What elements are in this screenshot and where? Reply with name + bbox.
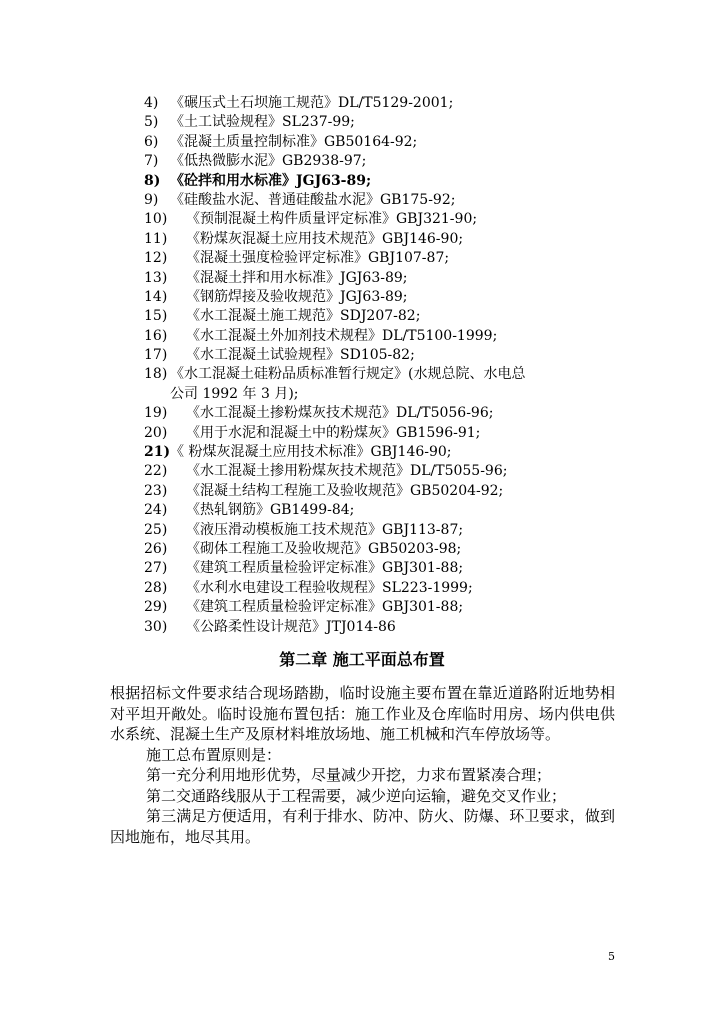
reference-text: 《建筑工程质量检验评定标准》GBJ301-88; xyxy=(186,599,464,616)
reference-item xyxy=(144,346,684,365)
reference-list xyxy=(144,94,684,637)
reference-item xyxy=(144,598,684,617)
reference-number: 10) xyxy=(144,211,168,228)
reference-number: 13) xyxy=(144,269,168,286)
paragraph: 第二交通路线服从于工程需要，减少逆向运输，避免交叉作业； xyxy=(146,786,567,805)
reference-text: 《建筑工程质量检验评定标准》GBJ301-88; xyxy=(186,560,464,577)
page-number: 5 xyxy=(608,950,615,963)
reference-number: 26) xyxy=(144,540,168,557)
reference-text: 《水利水电建设工程验收规程》SL223-1999; xyxy=(186,579,473,596)
reference-item xyxy=(144,443,684,462)
reference-item xyxy=(144,365,684,404)
reference-text: 《低热微膨水泥》GB2938-97; xyxy=(170,153,367,170)
reference-item xyxy=(144,133,684,152)
reference-number: 23) xyxy=(144,482,168,499)
reference-text: 《混凝土拌和用水标准》JGJ63-89; xyxy=(186,269,408,286)
reference-number: 7) xyxy=(144,153,159,170)
reference-item xyxy=(144,327,684,346)
reference-number: 14) xyxy=(144,288,168,305)
reference-text: 《水工混凝土掺用粉煤灰技术规范》DL/T5055-96; xyxy=(186,463,508,480)
reference-text: 《砌体工程施工及验收规范》GB50203-98; xyxy=(186,540,462,557)
reference-text: 《砼拌和用水标准》JGJ63-89; xyxy=(170,172,372,189)
reference-number: 19) xyxy=(144,405,168,422)
paragraph: 第一充分利用地形优势，尽量减少开挖，力求布置紧凑合理； xyxy=(146,766,552,784)
reference-item xyxy=(144,462,684,481)
reference-continuation: 公司 1992 年 3 月); xyxy=(170,385,299,402)
reference-number: 22) xyxy=(144,463,168,480)
reference-text: 《液压滑动模板施工技术规范》GBJ113-87; xyxy=(186,521,464,538)
reference-text: 《钢筋焊接及验收规范》JGJ63-89; xyxy=(186,288,408,305)
reference-item xyxy=(144,210,684,229)
paragraph: 根据招标文件要求结合现场踏勘，临时设施主要布置在靠近道路附近地势相对平坦开敞处。临时设施布置包括：施工作业及仓库临时用房、场内供电供水系统、混凝土生产及原材料堆放场地、施工机械和汽车停放场等。 xyxy=(110,684,615,743)
reference-item xyxy=(144,152,684,171)
reference-text: 《硅酸盐水泥、普通硅酸盐水泥》GB175-92; xyxy=(170,191,456,208)
reference-item xyxy=(144,579,684,598)
reference-number: 4) xyxy=(144,95,159,111)
reference-item xyxy=(144,501,684,520)
reference-text: 《水工混凝土外加剂技术规程》DL/T5100-1999; xyxy=(186,327,498,344)
reference-number: 28) xyxy=(144,579,168,596)
reference-number: 9) xyxy=(144,191,159,208)
reference-item xyxy=(144,269,684,288)
reference-item xyxy=(144,404,684,423)
reference-item xyxy=(144,113,684,132)
reference-number: 21) xyxy=(144,444,171,461)
reference-text: 《水工混凝土硅粉品质标准暂行规定》(水规总院、水电总 xyxy=(170,366,526,383)
reference-text: 《水工混凝土试验规程》SD105-82; xyxy=(186,347,415,364)
reference-item xyxy=(144,94,684,113)
reference-number: 16) xyxy=(144,327,168,344)
reference-text: 《水工混凝土施工规范》SDJ207-82; xyxy=(186,308,421,325)
reference-number: 11) xyxy=(144,230,168,247)
reference-number: 12) xyxy=(144,250,168,267)
reference-text: 《热轧钢筋》GB1499-84; xyxy=(186,502,355,519)
reference-item xyxy=(144,307,684,326)
reference-number: 5) xyxy=(144,114,159,131)
reference-text: 《 粉煤灰混凝土应用技术标准》GBJ146-90; xyxy=(170,444,452,461)
reference-text: 《用于水泥和混凝土中的粉煤灰》GB1596-91; xyxy=(186,424,481,441)
body-text xyxy=(110,683,615,847)
reference-number: 30) xyxy=(144,618,168,635)
paragraph: 施工总布置原则是： xyxy=(146,745,282,764)
reference-item xyxy=(144,521,684,540)
reference-number: 8) xyxy=(144,172,161,189)
reference-number: 15) xyxy=(144,308,168,325)
reference-item xyxy=(144,191,684,210)
reference-item xyxy=(144,618,684,637)
reference-text: 《水工混凝土掺粉煤灰技术规范》DL/T5056-96; xyxy=(186,405,494,422)
reference-text: 《公路柔性设计规范》JTJ014-86 xyxy=(186,618,396,635)
reference-text: 《粉煤灰混凝土应用技术规范》GBJ146-90; xyxy=(186,230,464,247)
reference-text: 《混凝土强度检验评定标准》GBJ107-87; xyxy=(186,250,450,267)
paragraph: 第三满足方便适用，有利于排水、防冲、防火、防爆、环卫要求，做到因地施布，地尽其用。 xyxy=(110,807,615,846)
reference-number: 17) xyxy=(144,347,168,364)
reference-text: 《混凝土质量控制标准》GB50164-92; xyxy=(170,133,418,150)
chapter-title: 第二章 施工平面总布置 xyxy=(279,650,445,669)
reference-number: 29) xyxy=(144,599,168,616)
reference-item xyxy=(144,482,684,501)
reference-text: 《预制混凝土构件质量评定标准》GBJ321-90; xyxy=(186,211,478,228)
reference-item xyxy=(144,172,684,191)
reference-item xyxy=(144,230,684,249)
reference-number: 20) xyxy=(144,424,168,441)
reference-number: 27) xyxy=(144,560,168,577)
reference-item xyxy=(144,424,684,443)
reference-number: 18) xyxy=(144,366,168,383)
reference-number: 6) xyxy=(144,133,159,150)
reference-number: 24) xyxy=(144,502,168,519)
reference-text: 《土工试验规程》SL237-99; xyxy=(170,114,355,131)
reference-item xyxy=(144,249,684,268)
reference-number: 25) xyxy=(144,521,168,538)
reference-item xyxy=(144,540,684,559)
reference-item xyxy=(144,288,684,307)
reference-text: 《碾压式土石坝施工规范》DL/T5129-2001; xyxy=(170,95,454,111)
reference-text: 《混凝土结构工程施工及验收规范》GB50204-92; xyxy=(186,482,504,499)
reference-item xyxy=(144,559,684,578)
